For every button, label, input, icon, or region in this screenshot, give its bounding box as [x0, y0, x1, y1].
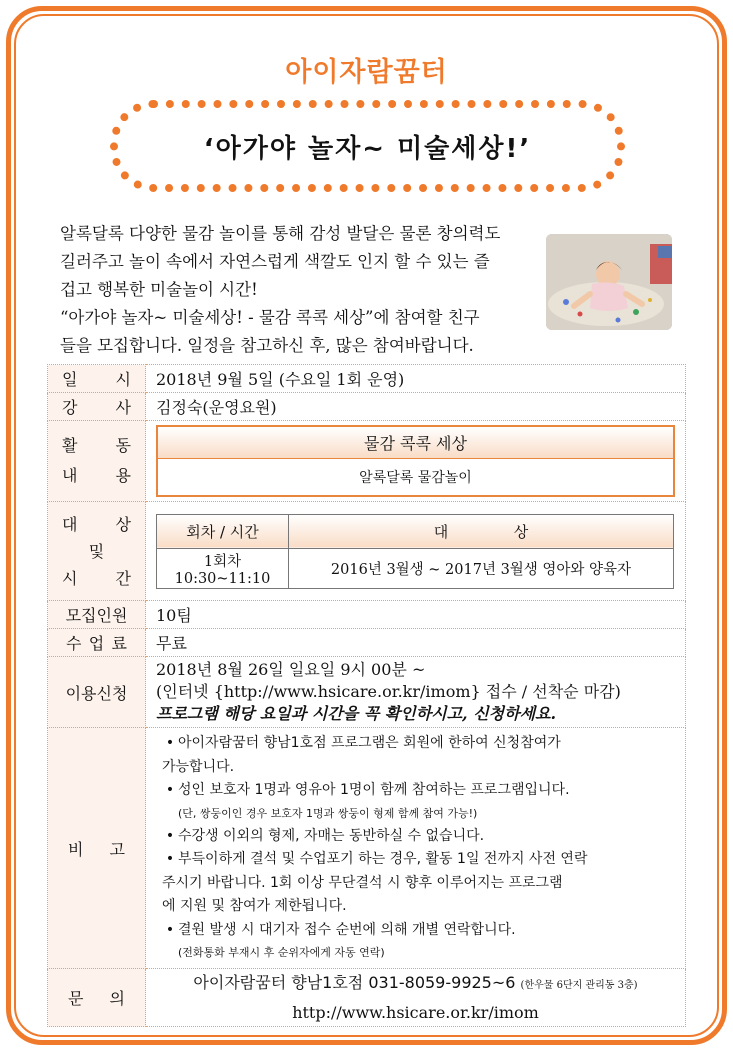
remark-item: • 아이자람꿈터 향남1호점 프로그램은 회원에 한하여 신청참여가 — [162, 732, 675, 756]
label-char: 및 — [88, 541, 105, 561]
apply-notice: 프로그램 해당 요일과 시간을 꼭 확인하시고, 신청하세요. — [156, 704, 557, 723]
schedule-label — [48, 502, 146, 601]
activity-label — [48, 421, 146, 502]
date-label — [48, 365, 146, 393]
capacity-value: 10팀 — [146, 601, 686, 629]
label-char: 업 — [88, 634, 105, 653]
instructor-value: 김정숙(운영요원) — [146, 393, 686, 421]
header-char: 대 — [433, 522, 449, 541]
contact-url[interactable]: http://www.hsicare.or.kr/imom — [292, 1003, 539, 1022]
child-painting-photo — [546, 234, 672, 330]
label-char: 상 — [115, 514, 131, 534]
intro-line: 겁고 행복한 미술놀이 시간! — [60, 280, 258, 299]
label-char: 동 — [115, 436, 131, 455]
bullet-icon: • — [165, 735, 175, 751]
info-table — [47, 364, 686, 1027]
session-time-cell — [157, 548, 289, 588]
fee-value: 무료 — [146, 629, 686, 657]
target-cell: 2016년 3월생 ~ 2017년 3월생 영아와 양육자 — [289, 548, 674, 588]
activity-title: 물감 콕콕 세상 — [158, 427, 673, 459]
bullet-icon: • — [165, 782, 175, 798]
schedule-cell — [146, 502, 686, 601]
remark-note: (단, 쌍둥이인 경우 보호자 1명과 쌍둥이 형제 함께 참여 가능!) — [178, 806, 478, 820]
apply-date: 2018년 8월 26일 일요일 9시 00분 ~ — [156, 660, 426, 679]
label-char: 간 — [115, 568, 131, 588]
activity-box — [156, 425, 675, 497]
remarks-label — [48, 728, 146, 969]
contact-phone: 아이자람꿈터 향남1호점 031-8059-9925~6 — [193, 973, 516, 992]
remark-item-cont: 주시기 바랍니다. 1회 이상 무단결석 시 향후 이루어지는 프로그램 — [162, 874, 563, 891]
label-char: 내 — [62, 466, 78, 485]
label-char: 활 — [62, 436, 78, 455]
capacity-label: 모집인원 — [48, 601, 146, 629]
contact-cell — [146, 969, 686, 1027]
label-char: 비 — [68, 839, 84, 859]
program-title: ‘아가야 놀자~ 미술세상!’ — [203, 133, 532, 164]
contact-label — [48, 969, 146, 1027]
activity-description: 알록달록 물감놀이 — [158, 459, 673, 495]
photo-illustration — [546, 234, 672, 330]
bullet-icon: • — [165, 827, 175, 844]
session: 1회차 — [203, 553, 242, 570]
col-target — [289, 514, 674, 548]
intro-line: 들을 모집합니다. 일정을 참고하신 후, 많은 참여바랍니다. — [60, 336, 474, 355]
remarks-cell — [146, 728, 686, 969]
fee-label — [48, 629, 146, 657]
apply-label: 이용신청 — [48, 657, 146, 728]
intro-line: 알록달록 다양한 물감 놀이를 통해 감성 발달은 물론 창의력도 — [60, 224, 501, 243]
label-char: 강 — [62, 398, 78, 417]
label-char: 고 — [109, 839, 125, 859]
remark-item: • 성인 보호자 1명과 영유아 1명이 함께 참여하는 프로그램입니다. — [162, 779, 675, 803]
label-char: 용 — [115, 466, 131, 485]
remark-item-cont: 에 지원 및 참여가 제한됩니다. — [162, 898, 347, 914]
label-char: 문 — [68, 989, 84, 1008]
schedule-table — [156, 514, 674, 589]
label-char: 수 — [66, 634, 82, 653]
contact-location: (한우물 6단지 관리동 3층) — [520, 980, 638, 991]
intro-text — [60, 220, 540, 360]
label-char: 대 — [62, 514, 78, 534]
remark-item: • 부득이하게 결석 및 수업포기 하는 경우, 활동 1일 전까지 사전 연락 — [162, 848, 675, 872]
remark-item-cont: 가능합니다. — [162, 758, 235, 775]
apply-method: (인터넷 {http://www.hsicare.or.kr/imom} 접수 / 선착순 마감) — [156, 682, 621, 701]
remark-item: • 결원 발생 시 대기자 접수 순번에 의해 개별 연락합니다. — [162, 919, 675, 943]
intro-line: 길러주고 놀이 속에서 자연스럽게 색깔도 인지 할 수 있는 즐 — [60, 252, 490, 271]
instructor-label — [48, 393, 146, 421]
remark-note: (전화통화 부재시 후 순위자에게 자동 연락) — [178, 946, 385, 959]
date-value: 2018년 9월 5일 (수요일 1회 운영) — [146, 365, 686, 393]
session-time: 10:30~11:10 — [174, 570, 271, 587]
title-box — [110, 100, 625, 192]
activity-cell — [146, 421, 686, 502]
label-char: 의 — [109, 989, 125, 1008]
bullet-icon: • — [165, 851, 175, 867]
col-session-time: 회차 / 시간 — [157, 514, 289, 548]
label-char: 시 — [62, 568, 78, 588]
label-char: 사 — [115, 398, 131, 417]
label-char: 료 — [111, 634, 127, 653]
remark-item: • 수강생 이외의 형제, 자매는 동반하실 수 없습니다. — [162, 825, 675, 849]
header-char: 상 — [513, 522, 529, 541]
intro-line: “아가야 놀자~ 미술세상! - 물감 콕콕 세상”에 참여할 친구 — [60, 308, 480, 327]
label-char: 시 — [115, 370, 131, 389]
apply-cell — [146, 657, 686, 728]
label-char: 일 — [62, 370, 78, 389]
bullet-icon: • — [165, 921, 175, 938]
org-name: 아이자람꿈터 — [285, 57, 448, 88]
